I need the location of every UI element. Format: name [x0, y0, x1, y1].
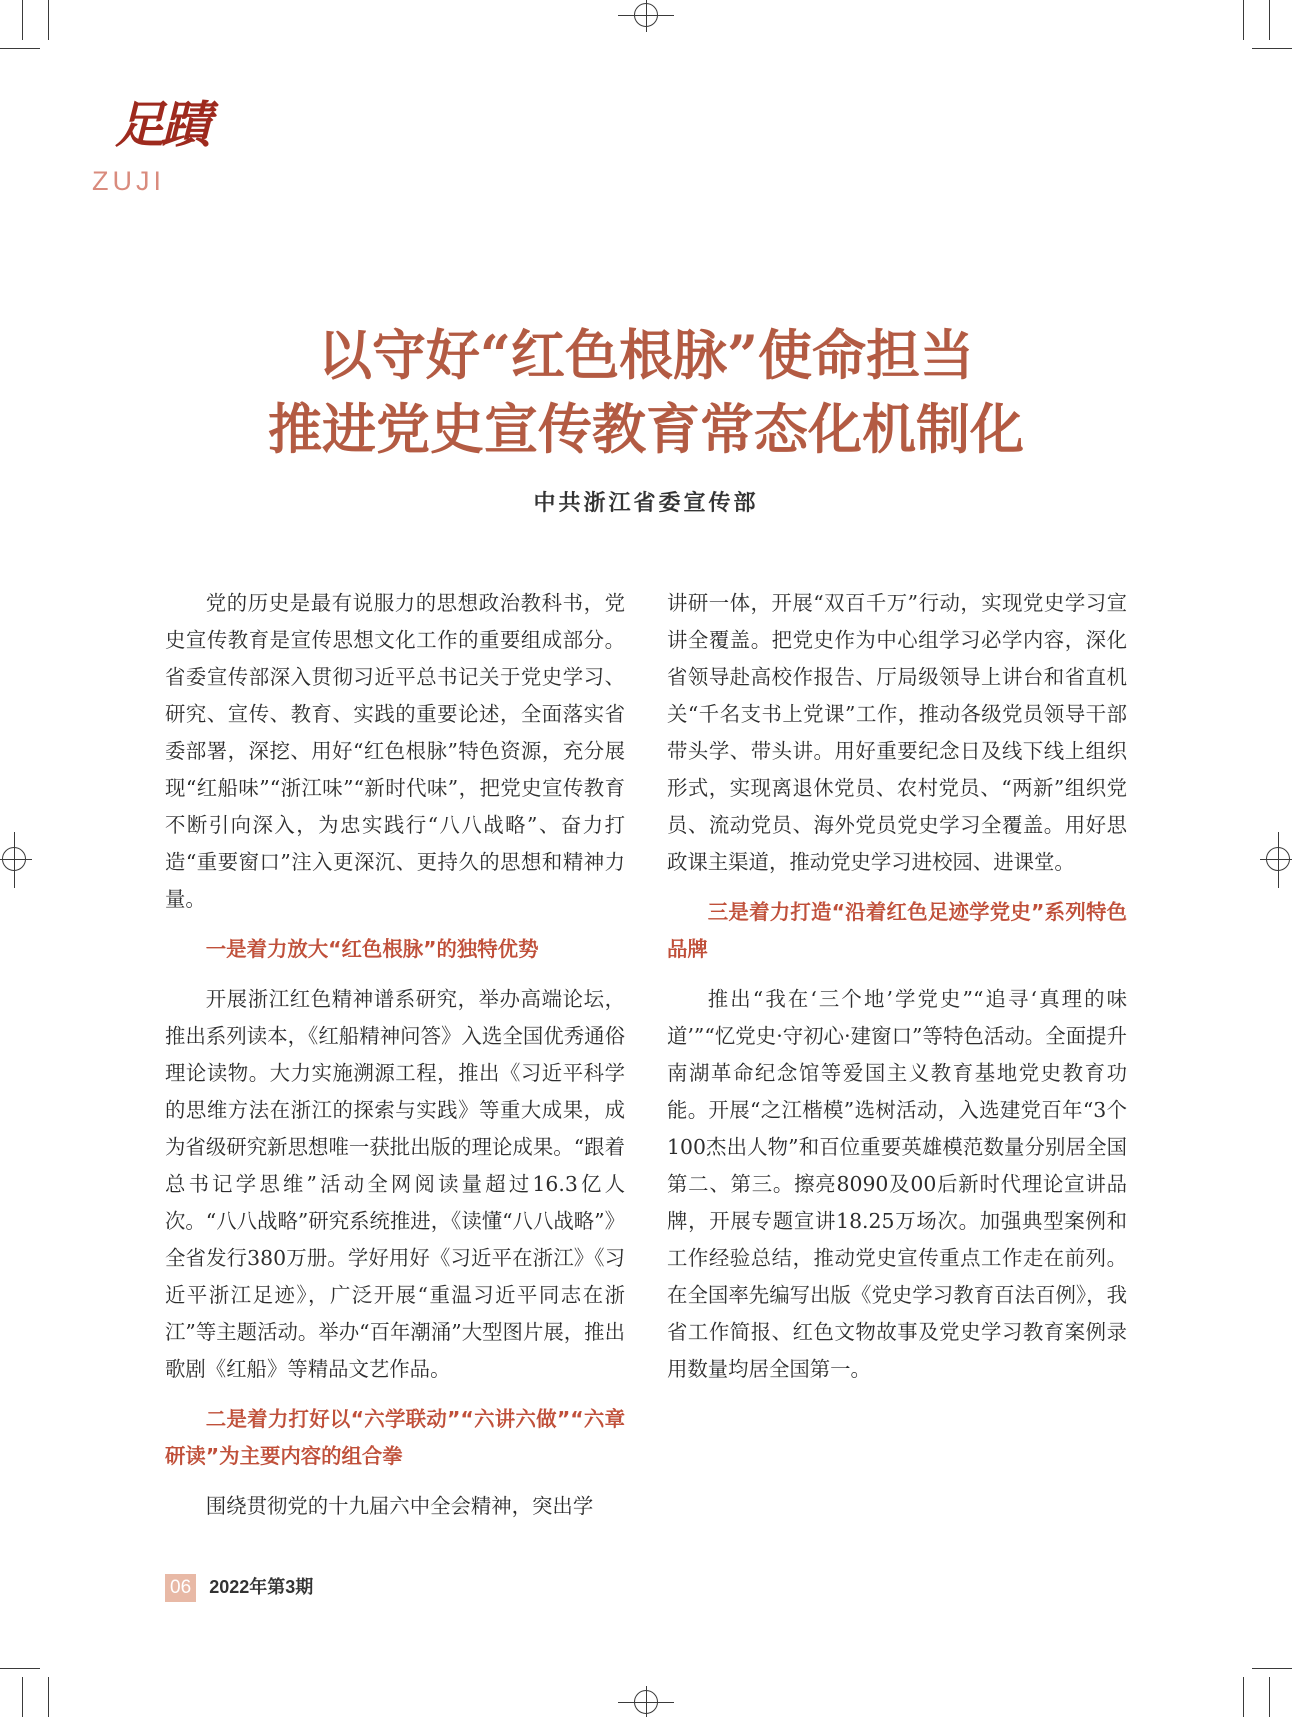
section-heading-1: 一是着力放大“红色根脉”的独特优势 — [205, 937, 539, 961]
article-byline: 中共浙江省委宣传部 — [533, 490, 759, 516]
paragraph: 围绕贯彻党的十九届六中全会精神，突出学 — [205, 1494, 594, 1518]
section-logo — [90, 95, 230, 200]
paragraph: 讲研一体，开展“双百千万”行动，实现党史学习宣讲全覆盖。把党史作为中心组学习必学内容，深化省领导赴高校作报告、厅局级领导上讲台和省直机关“千名支书上党课”工作，推动各级党员领导干部带头学、带头讲。用好重要纪念日及线下线上组织形式，实现离退休党员、农村党员、“两新”组织党员、流动党员、海外党员党史学习全覆盖。用好思政课主渠道，推动党史学习进校园、进课堂。 — [667, 591, 1127, 874]
article-title-line-2: 推进党史宣传教育常态化机制化 — [268, 397, 1024, 461]
paragraph: 党的历史是最有说服力的思想政治教科书，党史宣传教育是宣传思想文化工作的重要组成部分。省委宣传部深入贯彻习近平总书记关于党史学习、研究、宣传、教育、实践的重要论述，全面落实省委部署，深挖、用好“红色根脉”特色资源，充分展现“红船味”“浙江味”“新时代味”，把党史宣传教育不断引向深入，为忠实践行“八八战略”、奋力打造“重要窗口”注入更深沉、更持久的思想和精神力量。 — [165, 591, 625, 911]
section-logo-chars: 足蹟 — [115, 95, 207, 154]
page-number: 06 — [165, 1574, 196, 1602]
page-footer — [165, 1574, 313, 1604]
issue-label: 2022年第3期 — [209, 1577, 314, 1597]
right-column — [667, 585, 1127, 1388]
paragraph: 推出“我在‘三个地’学党史”“追寻‘真理的味道’”“忆党史·守初心·建窗口”等特色活动。全面提升南湖革命纪念馆等爱国主义教育基地党史教育功能。开展“之江楷模”选树活动，入选建党百年“3个100杰出人物”和百位重要英雄模范数量分别居全国第二、第三。擦亮8090及00后新时代理论宣讲品牌，开展专题宣讲18.25万场次。加强典型案例和工作经验总结，推动党史宣传重点工作走在前列。在全国率先编写出版《党史学习教育百法百例》，我省工作简报、红色文物故事及党史学习教育案例录用数量均居全国第一。 — [667, 987, 1127, 1381]
article-title-line-1: 以守好“红色根脉”使命担当 — [317, 323, 975, 387]
section-heading-3: 三是着力打造“沿着红色足迹学党史”系列特色品牌 — [667, 900, 1127, 961]
section-logo-latin: ZUJI — [92, 166, 165, 196]
paragraph: 开展浙江红色精神谱系研究，举办高端论坛，推出系列读本，《红船精神问答》入选全国优秀通俗理论读物。大力实施溯源工程，推出《习近平科学的思维方法在浙江的探索与实践》等重大成果，成为省级研究新思想唯一获批出版的理论成果。“跟着总书记学思维”活动全网阅读量超过16.3亿人次。“八八战略”研究系统推进，《读懂“八八战略”》全省发行380万册。学好用好《习近平在浙江》《习近平浙江足迹》，广泛开展“重温习近平同志在浙江”等主题活动。举办“百年潮涌”大型图片展，推出歌剧《红船》等精品文艺作品。 — [165, 987, 625, 1381]
left-column — [165, 585, 625, 1525]
section-heading-2: 二是着力打好以“六学联动”“六讲六做”“六章研读”为主要内容的组合拳 — [165, 1407, 625, 1468]
article-title — [0, 318, 1292, 466]
